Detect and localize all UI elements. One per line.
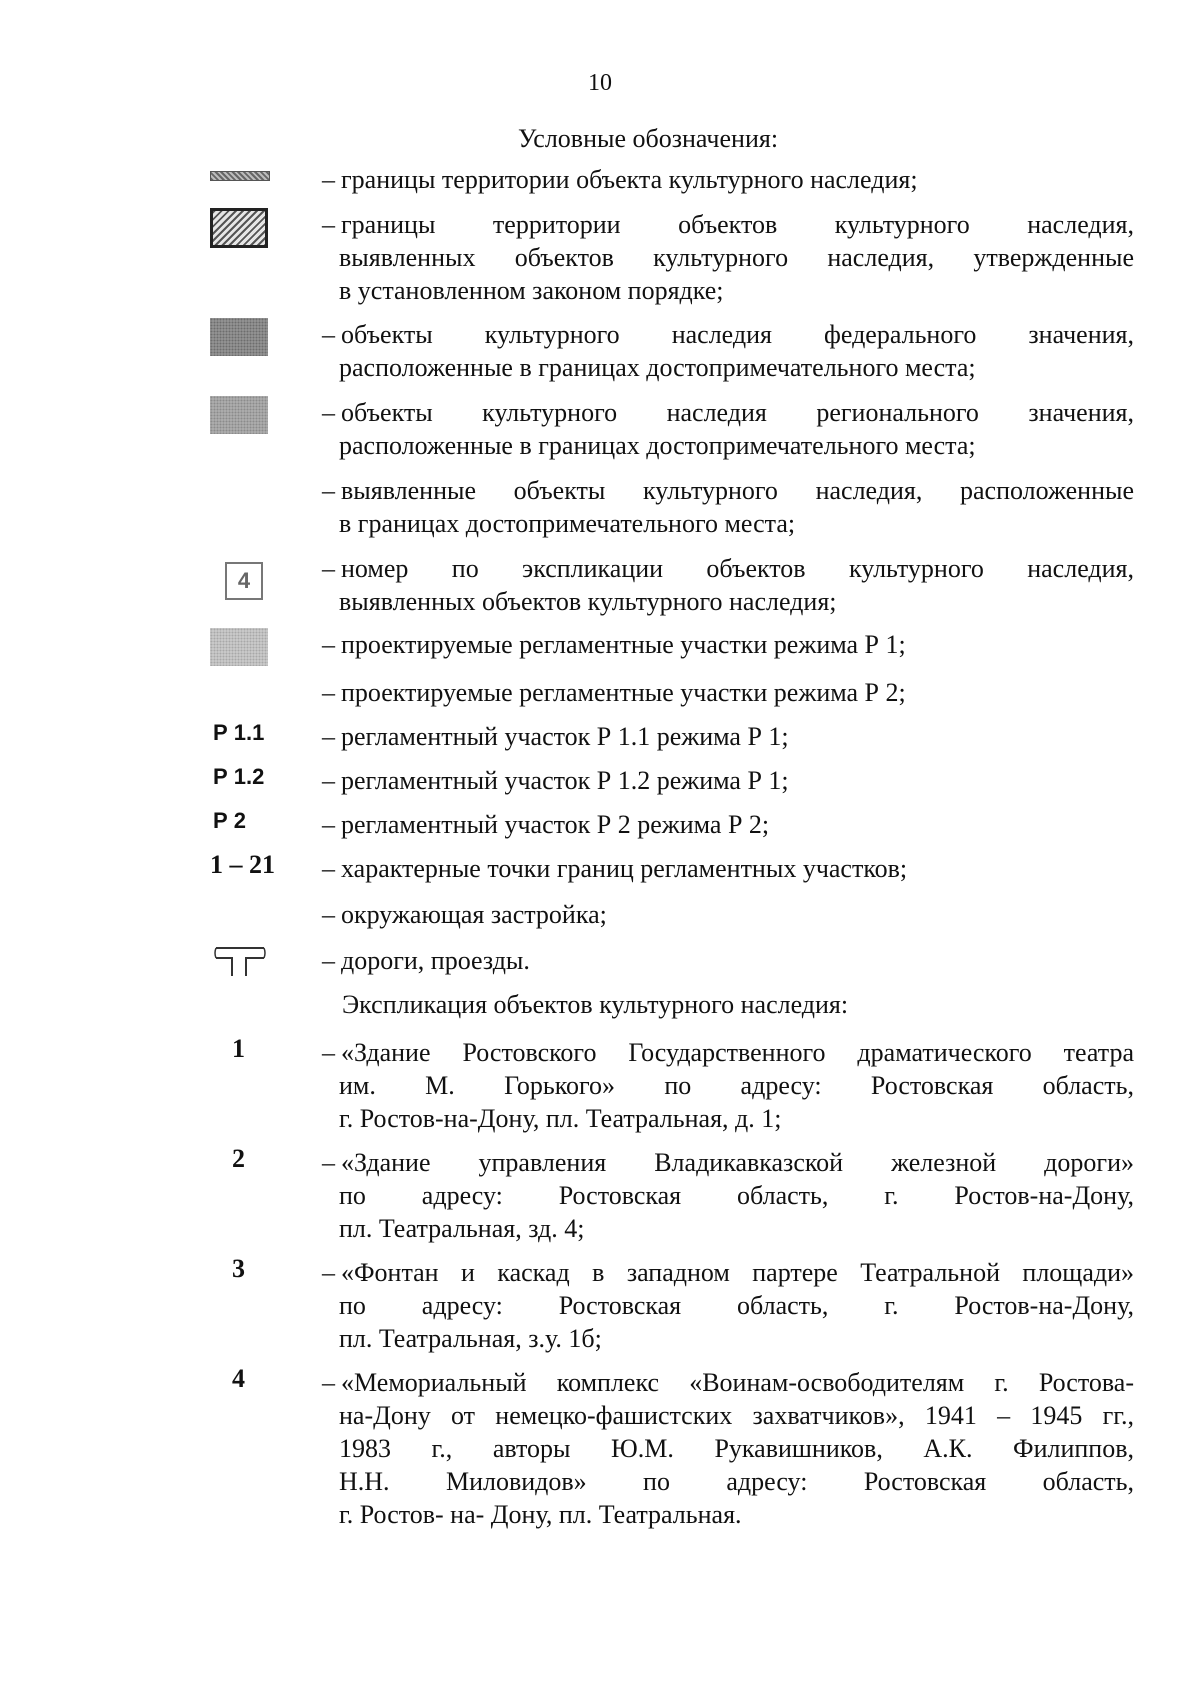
legend-item-text: – регламентный участок Р 1.2 режима Р 1; xyxy=(322,766,789,795)
regional-heritage-dotted-box-icon xyxy=(210,396,268,434)
explication-item-text: – «Мемориальный комплекс «Воинам-освободителям г. Ростова- на-Дону от немецко-фашистских захватчиков», 1941 – 1945 гг., 1983 г., авторы Ю.М. Рукавишников, А.К. Филиппов, Н.Н. Миловидов» по адресу: Ростовская область, г. Ростов- на- Дону, пл. Театральная. xyxy=(322,1368,1134,1529)
explication-number: 1 xyxy=(232,1034,245,1063)
legend-item-text: – характерные точки границ регламентных участков; xyxy=(322,854,908,883)
legend-item-text: – окружающая застройка; xyxy=(322,900,607,929)
explication-number-box-icon: 4 xyxy=(225,562,263,600)
legend-item-text: – объекты культурного наследия регионального значения, расположенные в границах достопримечательного места; xyxy=(322,398,1134,460)
zone-code-label: Р 2 xyxy=(213,808,247,833)
legend-item-text: – границы территории объектов культурного наследия, выявленных объектов культурного наследия, утвержденные в установленном законом порядке; xyxy=(322,210,1134,305)
road-junction-icon xyxy=(214,942,266,978)
page-number: 10 xyxy=(588,70,612,96)
explication-number: 2 xyxy=(232,1144,245,1173)
legend-item-text: – проектируемые регламентные участки режима Р 1; xyxy=(322,630,906,659)
legend-item-text: – регламентный участок Р 1.1 режима Р 1; xyxy=(322,722,789,751)
hatched-territory-box-icon xyxy=(210,208,268,248)
legend-item-text: – дороги, проезды. xyxy=(322,946,530,975)
explication-heading: Экспликация объектов культурного наследия: xyxy=(342,990,849,1019)
zone-code-label: Р 1.1 xyxy=(213,720,265,745)
legend-item-text: – номер по экспликации объектов культурного наследия, выявленных объектов культурного наследия; xyxy=(322,554,1134,616)
zone-code-label: Р 1.2 xyxy=(213,764,265,789)
federal-heritage-dotted-box-icon xyxy=(210,318,268,356)
explication-item-text: – «Фонтан и каскад в западном партере Театральной площади» по адресу: Ростовская область, г. Ростов-на-Дону, пл. Театральная, з.у. 1б; xyxy=(322,1258,1134,1353)
legend-item-text: – регламентный участок Р 2 режима Р 2; xyxy=(322,810,770,839)
legend-item-text: – выявленные объекты культурного наследия, расположенные в границах достопримечательного места; xyxy=(322,476,1134,538)
legend-item-text: – объекты культурного наследия федерального значения, расположенные в границах достопримечательного места; xyxy=(322,320,1134,382)
explication-number: 4 xyxy=(232,1364,245,1393)
explication-item-text: – «Здание управления Владикавказской железной дороги» по адресу: Ростовская область, г. Ростов-на-Дону, пл. Театральная, зд. 4; xyxy=(322,1148,1134,1243)
explication-item-text: – «Здание Ростовского Государственного драматического театра им. М. Горького» по адресу: Ростовская область, г. Ростов-на-Дону, пл. Театральная, д. 1; xyxy=(322,1038,1134,1133)
explication-number: 3 xyxy=(232,1254,245,1283)
legend-heading: Условные обозначения: xyxy=(518,124,779,153)
legend-item-text: – границы территории объекта культурного наследия; xyxy=(322,165,918,194)
hatched-boundary-line-icon xyxy=(210,171,270,181)
planned-zone-r1-dotted-box-icon xyxy=(210,628,268,666)
legend-item-text: – проектируемые регламентные участки режима Р 2; xyxy=(322,678,906,707)
points-range-label: 1 – 21 xyxy=(210,850,275,879)
